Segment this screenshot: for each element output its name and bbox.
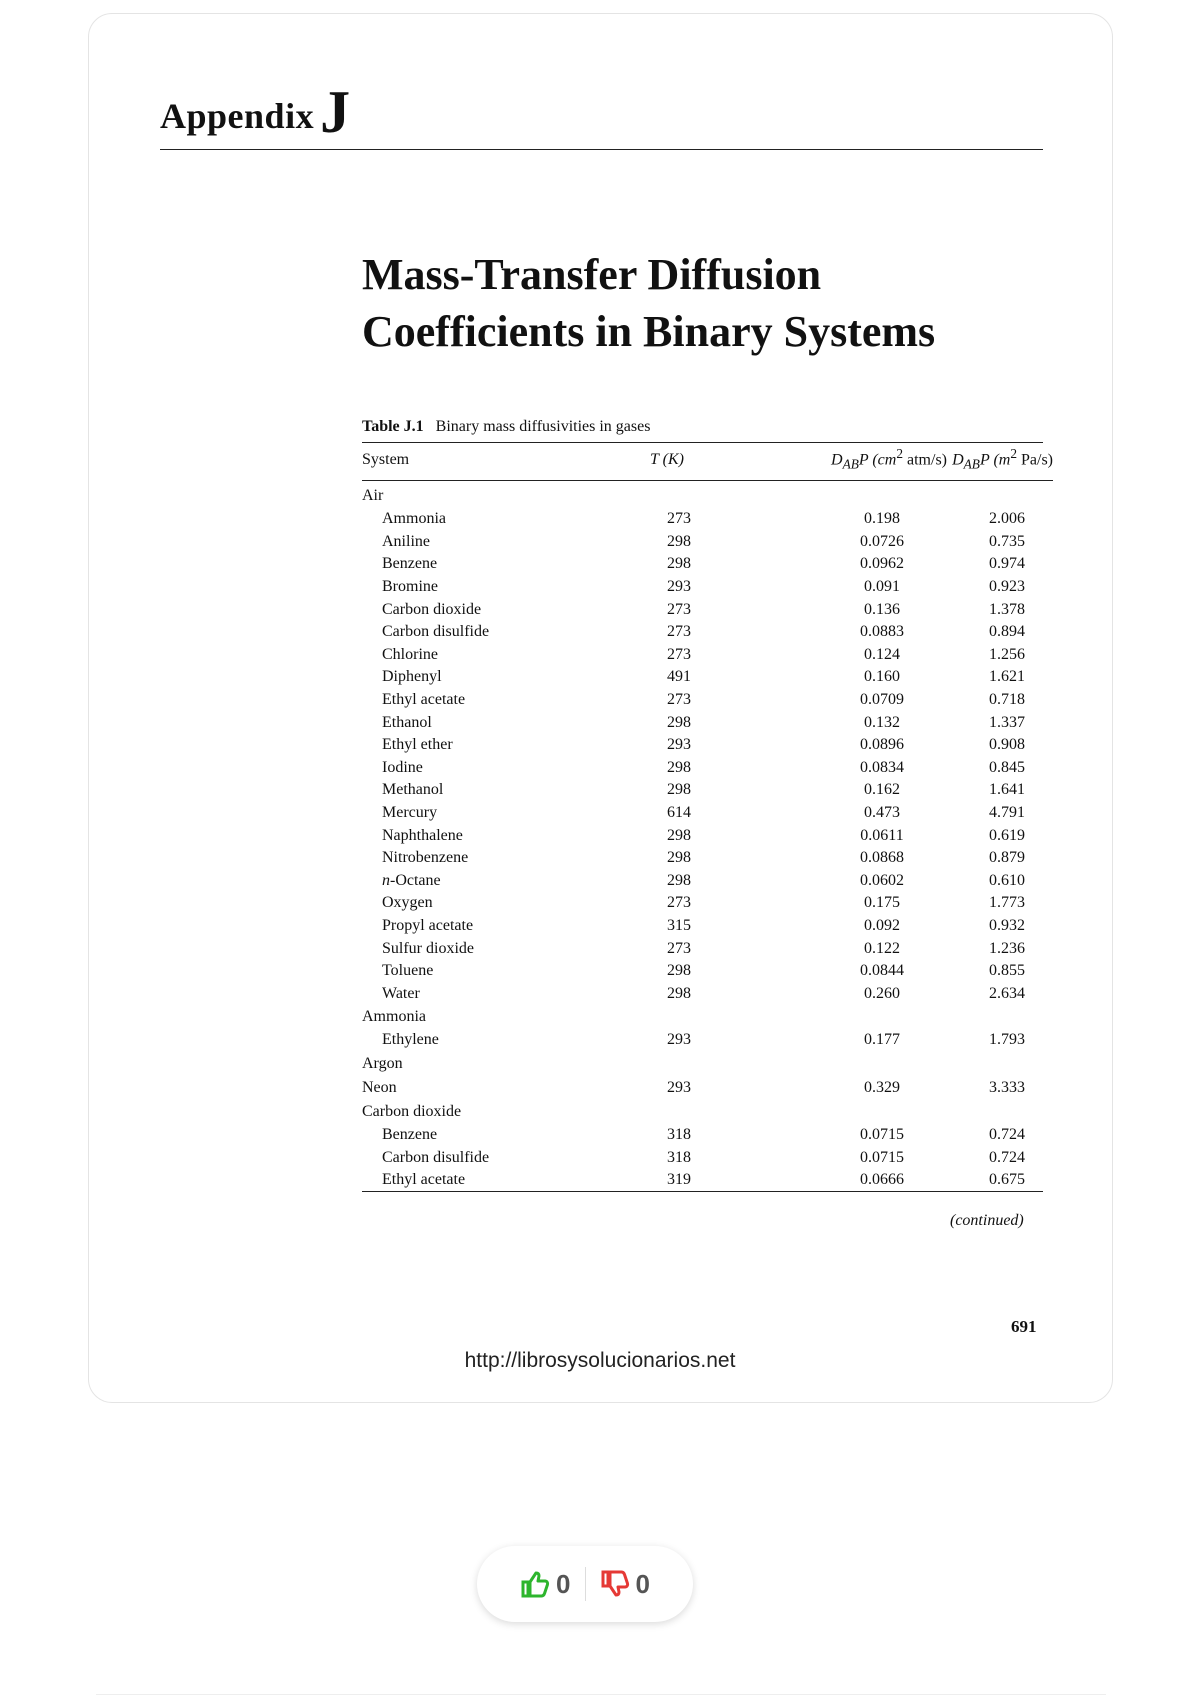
heading-rule: [160, 149, 1043, 150]
header-dabp-cgs: [742, 443, 947, 476]
temperature-cell: 298: [667, 758, 691, 776]
table-label: Table J.1: [362, 418, 424, 435]
dabp-cgs-cell: 0.124: [864, 645, 900, 663]
system-cell: Toluene: [382, 962, 434, 980]
system-cell: Ethyl ether: [382, 736, 453, 754]
appendix-letter: J: [320, 79, 351, 145]
dabp-cgs-cell: 0.0611: [860, 826, 904, 844]
chapter-title: [362, 246, 935, 360]
temperature-cell: 293: [667, 1078, 691, 1096]
group-name-cell: Ammonia: [362, 1008, 426, 1026]
table-row: [362, 892, 1053, 915]
continued-note: (continued): [950, 1212, 1024, 1229]
header-d2-tail: Pa/s): [1017, 451, 1053, 469]
system-cell: Carbon disulfide: [382, 1148, 490, 1166]
dabp-si-cell: 0.724: [989, 1148, 1025, 1166]
source-url: http://librosysolucionarios.net: [464, 1349, 736, 1372]
temperature-cell: 491: [667, 668, 691, 686]
table-row: [362, 576, 1053, 599]
dabp-si-cell: 0.932: [989, 916, 1025, 934]
system-cell: Ethyl acetate: [382, 691, 466, 709]
table-header-rule: [362, 480, 1053, 481]
table-row: [362, 824, 1053, 847]
table-row: [362, 915, 1053, 938]
dabp-si-cell: 0.855: [989, 962, 1025, 980]
temperature-cell: 614: [667, 804, 691, 822]
header-system: System: [362, 450, 410, 468]
dabp-si-cell: 0.845: [989, 758, 1025, 776]
temperature-cell: 298: [667, 781, 691, 799]
temperature-cell: 298: [667, 713, 691, 731]
italic-prefix: n: [382, 871, 390, 889]
group-name-cell: Carbon dioxide: [362, 1102, 462, 1120]
dabp-si-cell: 4.791: [989, 804, 1025, 822]
table-row: [362, 1146, 1053, 1169]
dabp-si-cell: 1.236: [989, 939, 1025, 957]
header-d2-symbol: D: [952, 451, 964, 469]
dabp-si-cell: 1.337: [989, 713, 1025, 731]
dabp-cgs-cell: 0.092: [864, 916, 900, 934]
dabp-cgs-cell: 0.0715: [860, 1125, 904, 1143]
dabp-cgs-cell: 0.162: [864, 781, 900, 799]
temperature-cell: 273: [667, 600, 691, 618]
header-d1-tail: atm/s): [903, 451, 947, 469]
temperature-cell: 318: [667, 1125, 691, 1143]
temperature-cell: 273: [667, 510, 691, 528]
temperature-cell: 298: [667, 962, 691, 980]
dabp-si-cell: 0.610: [989, 871, 1025, 889]
temperature-cell: 298: [667, 555, 691, 573]
system-cell: Sulfur dioxide: [382, 939, 474, 957]
system-cell: Benzene: [382, 555, 438, 573]
dabp-si-cell: 2.006: [989, 510, 1025, 528]
temperature-cell: 293: [667, 578, 691, 596]
system-cell: Benzene: [382, 1125, 438, 1143]
temperature-cell: 273: [667, 623, 691, 641]
dabp-cgs-cell: 0.0834: [860, 758, 904, 776]
diffusivity-table: [362, 443, 1053, 1191]
dabp-cgs-cell: 0.122: [864, 939, 900, 957]
chapter-title-line-1: Mass-Transfer Diffusion: [362, 250, 822, 299]
dabp-cgs-cell: 0.136: [864, 600, 900, 618]
dabp-cgs-cell: 0.0726: [860, 532, 904, 550]
table-caption: [362, 418, 1043, 442]
table-row: [362, 711, 1053, 734]
dabp-cgs-cell: 0.0602: [860, 871, 904, 889]
dabp-si-cell: 0.675: [989, 1171, 1025, 1189]
dabp-cgs-cell: 0.0844: [860, 962, 904, 980]
system-cell: Diphenyl: [382, 668, 442, 686]
temperature-cell: 273: [667, 939, 691, 957]
table-row: [362, 531, 1053, 554]
dabp-si-cell: 0.718: [989, 691, 1025, 709]
diffusivity-table-block: [362, 418, 1053, 1192]
header-d1-sub: AB: [842, 456, 859, 472]
system-cell: Methanol: [382, 781, 444, 799]
table-row: [362, 1124, 1053, 1147]
dabp-si-cell: 0.894: [989, 623, 1025, 641]
table-row: [362, 666, 1053, 689]
thumbs-up-icon: [520, 1570, 550, 1598]
header-temperature: [582, 443, 742, 476]
page-number: 691: [1011, 1317, 1037, 1336]
table-header-row: [362, 443, 1053, 476]
dabp-cgs-cell: 0.0709: [860, 691, 904, 709]
system-cell: Iodine: [382, 758, 423, 776]
vote-bar: [477, 1546, 693, 1622]
dabp-si-cell: 1.378: [989, 600, 1025, 618]
temperature-cell: 298: [667, 849, 691, 867]
table-row: [362, 802, 1053, 825]
table-group-row: [362, 1100, 1053, 1124]
dabp-si-cell: 0.908: [989, 736, 1025, 754]
system-cell: Ethanol: [382, 713, 432, 731]
dabp-si-cell: 0.724: [989, 1125, 1025, 1143]
dabp-si-cell: 0.879: [989, 849, 1025, 867]
temperature-cell: 319: [667, 1171, 691, 1189]
dabp-cgs-cell: 0.160: [864, 668, 900, 686]
table-bottom-rule: [362, 1191, 1043, 1192]
dabp-cgs-cell: 0.0896: [860, 736, 904, 754]
table-row: [362, 598, 1053, 621]
temperature-cell: 273: [667, 645, 691, 663]
dabp-cgs-cell: 0.260: [864, 984, 900, 1002]
group-name-cell: Air: [362, 487, 384, 504]
system-cell: Bromine: [382, 578, 438, 596]
table-row: [362, 644, 1053, 667]
system-cell: Carbon dioxide: [382, 600, 482, 618]
system-name-rest: -Octane: [390, 871, 441, 889]
table-row: [362, 621, 1053, 644]
system-cell: Ethylene: [382, 1031, 439, 1049]
dabp-cgs-cell: 0.0868: [860, 849, 904, 867]
system-cell: Oxygen: [382, 894, 433, 912]
header-d1-suffix: P (cm: [858, 451, 897, 469]
dabp-cgs-cell: 0.0666: [860, 1171, 904, 1189]
system-cell: Mercury: [382, 804, 438, 822]
dabp-cgs-cell: 0.473: [864, 804, 900, 822]
temperature-cell: 318: [667, 1148, 691, 1166]
system-cell: Water: [382, 984, 420, 1002]
header-temperature-text: T (K): [650, 450, 684, 468]
system-cell: Nitrobenzene: [382, 849, 469, 867]
dabp-cgs-cell: 0.0715: [860, 1148, 904, 1166]
header-d2-suffix: P (m: [979, 451, 1011, 469]
table-row: [362, 689, 1053, 712]
table-row: [362, 1076, 1053, 1100]
table-row: [362, 757, 1053, 780]
table-row: [362, 847, 1053, 870]
table-row: [362, 870, 1053, 893]
table-caption-text: Binary mass diffusivities in gases: [435, 418, 651, 435]
temperature-cell: 273: [667, 894, 691, 912]
thumbs-down-icon: [600, 1570, 630, 1598]
dabp-cgs-cell: 0.0962: [860, 555, 904, 573]
dabp-si-cell: 0.923: [989, 578, 1025, 596]
footer-divider: [96, 1694, 1106, 1695]
system-cell: Carbon disulfide: [382, 623, 490, 641]
dabp-si-cell: 1.793: [989, 1031, 1025, 1049]
downvote-button[interactable]: [586, 1569, 664, 1600]
dabp-si-cell: 2.634: [989, 984, 1025, 1002]
temperature-cell: 298: [667, 984, 691, 1002]
table-group-row: [362, 484, 1053, 508]
upvote-button[interactable]: [506, 1569, 584, 1600]
table-row: [362, 982, 1053, 1005]
system-cell: Ethyl acetate: [382, 1171, 466, 1189]
table-row: [362, 960, 1053, 983]
dabp-si-cell: 1.641: [989, 781, 1025, 799]
table-row: [362, 1169, 1053, 1192]
temperature-cell: 298: [667, 871, 691, 889]
temperature-cell: 293: [667, 1031, 691, 1049]
table-row: [362, 734, 1053, 757]
table-body: [362, 484, 1053, 1191]
table-row: [362, 553, 1053, 576]
chapter-title-line-2: Coefficients in Binary Systems: [362, 307, 936, 356]
group-name-cell: Argon: [362, 1054, 403, 1072]
dabp-cgs-cell: 0.091: [864, 578, 900, 596]
header-d2-sup: 2: [1010, 446, 1017, 462]
temperature-cell: 273: [667, 691, 691, 709]
header-d1-symbol: D: [831, 451, 843, 469]
dabp-si-cell: 1.621: [989, 668, 1025, 686]
dabp-si-cell: 0.735: [989, 532, 1025, 550]
dabp-si-cell: 0.974: [989, 555, 1025, 573]
upvote-count: 0: [556, 1568, 571, 1599]
temperature-cell: 315: [667, 916, 691, 934]
system-cell: Neon: [362, 1078, 397, 1096]
dabp-si-cell: 1.256: [989, 645, 1025, 663]
temperature-cell: 293: [667, 736, 691, 754]
header-dabp-si: [947, 443, 1053, 476]
table-row: [362, 779, 1053, 802]
dabp-si-cell: 0.619: [989, 826, 1025, 844]
dabp-cgs-cell: 0.329: [864, 1078, 900, 1096]
system-cell: Ammonia: [382, 510, 446, 528]
appendix-heading: [160, 78, 351, 147]
header-d2-sub: AB: [963, 456, 980, 472]
system-cell: [362, 870, 582, 893]
system-cell: Chlorine: [382, 645, 438, 663]
dabp-cgs-cell: 0.175: [864, 894, 900, 912]
table-group-row: [362, 1052, 1053, 1076]
dabp-si-cell: 3.333: [989, 1078, 1025, 1096]
table-row: [362, 508, 1053, 531]
system-cell: Propyl acetate: [382, 916, 474, 934]
temperature-cell: 298: [667, 532, 691, 550]
dabp-cgs-cell: 0.132: [864, 713, 900, 731]
dabp-cgs-cell: 0.198: [864, 510, 900, 528]
header-d1-sup: 2: [896, 446, 903, 462]
dabp-cgs-cell: 0.177: [864, 1031, 900, 1049]
downvote-count: 0: [635, 1568, 650, 1599]
table-row: [362, 937, 1053, 960]
table-group-row: [362, 1005, 1053, 1029]
table-row: [362, 1029, 1053, 1052]
appendix-word: Appendix: [160, 96, 315, 136]
system-cell: Naphthalene: [382, 826, 463, 844]
dabp-si-cell: 1.773: [989, 894, 1025, 912]
dabp-cgs-cell: 0.0883: [860, 623, 904, 641]
temperature-cell: 298: [667, 826, 691, 844]
system-cell: Aniline: [382, 532, 430, 550]
